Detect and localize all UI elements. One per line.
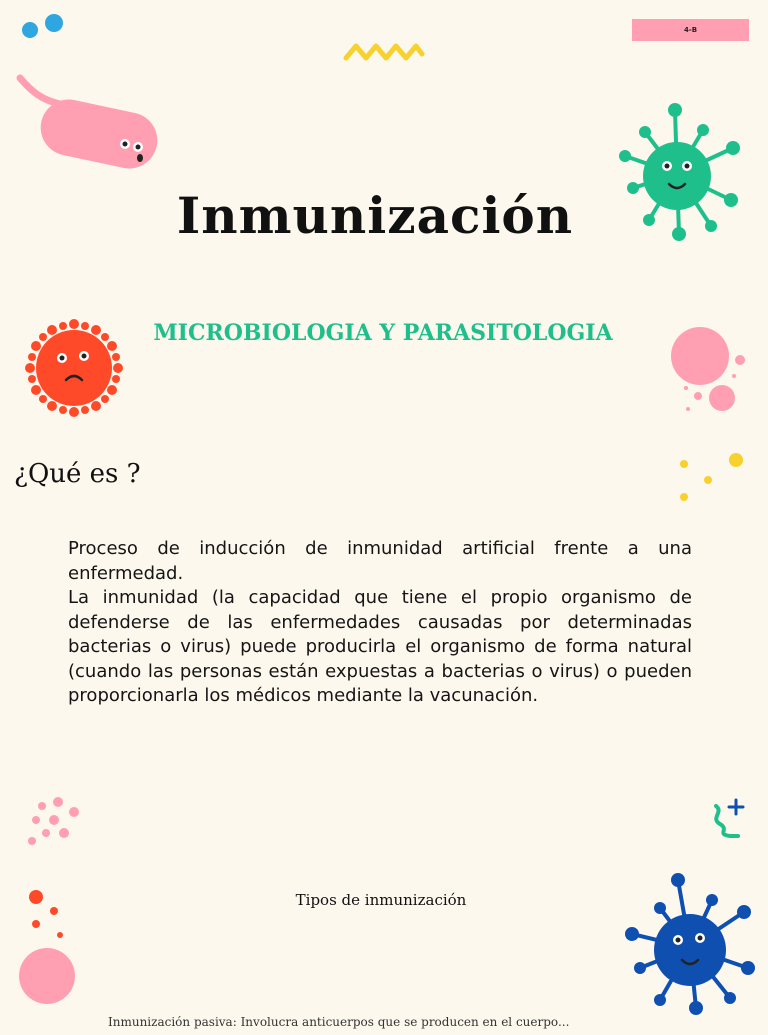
page-title: Inmunización xyxy=(176,186,574,245)
question-heading: ¿Qué es ? xyxy=(14,459,141,489)
definition-block xyxy=(68,537,692,709)
pink-bacteria-icon xyxy=(12,70,162,170)
green-squiggle-icon xyxy=(706,798,752,842)
page-label-badge: 4-B xyxy=(632,19,749,41)
definition-paragraph-1: Proceso de inducción de inmunidad artificial frente a una enfermedad. xyxy=(68,538,692,584)
immunization-type-item: Inmunización pasiva: Involucra anticuerpos que se producen en el cuerpo... xyxy=(108,1015,570,1029)
blue-virus-icon xyxy=(620,868,760,1018)
pink-dots-icon xyxy=(22,792,82,848)
cyan-dots-icon xyxy=(18,12,68,42)
immunization-types-heading: Tipos de inmunización xyxy=(295,891,467,909)
yellow-dots-icon xyxy=(672,448,748,506)
definition-paragraph-2: La inmunidad (la capacidad que tiene el propio organismo de defenderse de las enfermedades causadas por determinadas bacterias o virus) puede producirla el organismo de forma natural (cuando las personas están expuestas a bacterias o virus) o pueden proporcionarla los médicos mediante la vacunación. xyxy=(68,587,692,706)
course-subtitle: MICROBIOLOGIA Y PARASITOLOGIA xyxy=(153,320,613,346)
yellow-zigzag-icon xyxy=(342,40,426,68)
